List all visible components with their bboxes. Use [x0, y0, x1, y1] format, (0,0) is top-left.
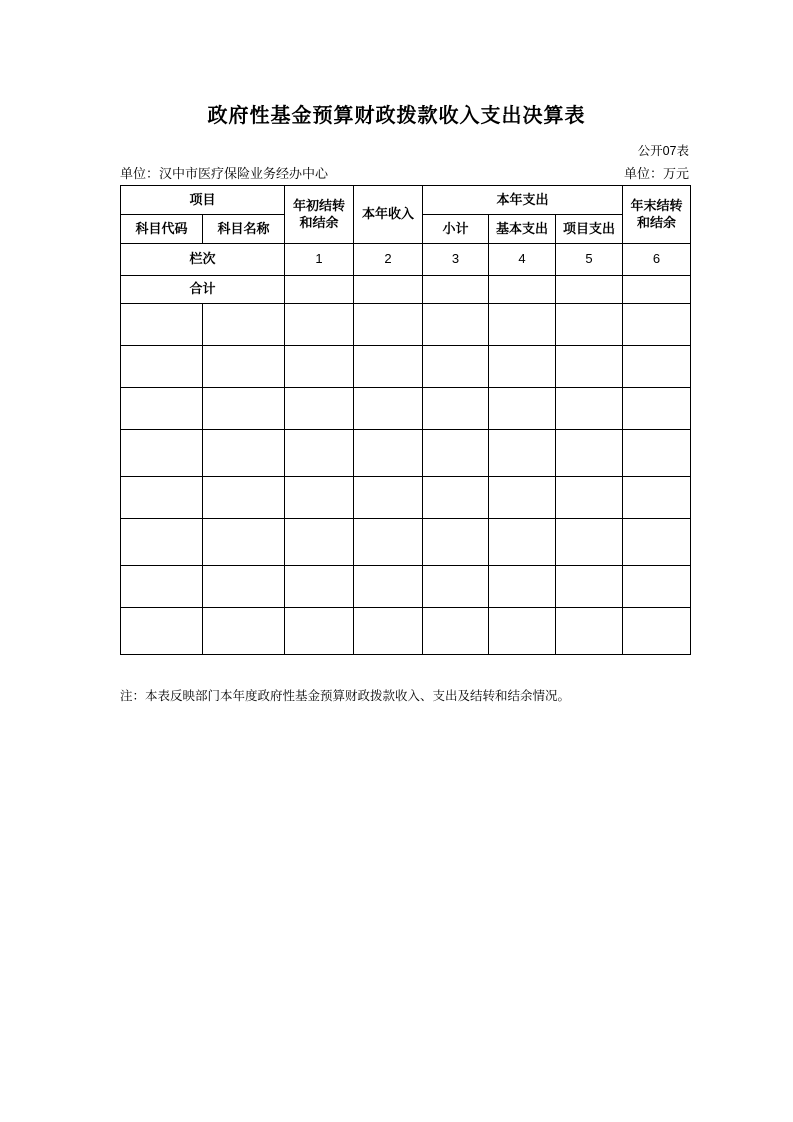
cell-name [203, 346, 285, 388]
cell-value-3 [423, 304, 489, 346]
header-year-expense: 本年支出 [423, 186, 623, 215]
lane-number-6: 6 [623, 244, 691, 276]
cell-value-5 [556, 608, 623, 655]
cell-value-2 [354, 304, 423, 346]
cell-value-4 [489, 304, 556, 346]
cell-value-3 [423, 608, 489, 655]
lane-number-2: 2 [354, 244, 423, 276]
lane-number-4: 4 [489, 244, 556, 276]
cell-code [121, 346, 203, 388]
header-end-balance [623, 186, 691, 244]
cell-value-4 [489, 566, 556, 608]
cell-code [121, 608, 203, 655]
cell-value-6 [623, 430, 691, 477]
cell-value-1 [285, 566, 354, 608]
cell-value-5 [556, 430, 623, 477]
cell-value-6 [623, 346, 691, 388]
total-value-1 [285, 276, 354, 304]
cell-code [121, 477, 203, 519]
cell-value-6 [623, 566, 691, 608]
cell-code [121, 519, 203, 566]
cell-value-4 [489, 430, 556, 477]
cell-value-2 [354, 608, 423, 655]
table-row [121, 566, 691, 608]
cell-value-3 [423, 519, 489, 566]
cell-value-2 [354, 519, 423, 566]
cell-value-5 [556, 566, 623, 608]
cell-value-4 [489, 388, 556, 430]
total-value-3 [423, 276, 489, 304]
cell-value-1 [285, 388, 354, 430]
header-end-balance-line1: 年末结转 [630, 198, 683, 214]
cell-name [203, 566, 285, 608]
table-header-row-1 [121, 186, 691, 215]
cell-value-1 [285, 430, 354, 477]
form-code-label: 公开07表 [637, 144, 689, 158]
cell-value-5 [556, 477, 623, 519]
cell-value-4 [489, 519, 556, 566]
cell-value-6 [623, 477, 691, 519]
cell-value-3 [423, 346, 489, 388]
cell-value-6 [623, 304, 691, 346]
cell-value-6 [623, 388, 691, 430]
lane-number-3: 3 [423, 244, 489, 276]
total-value-4 [489, 276, 556, 304]
lane-number-5: 5 [556, 244, 623, 276]
header-project: 项目 [121, 186, 285, 215]
cell-name [203, 388, 285, 430]
lane-number-1: 1 [285, 244, 354, 276]
cell-name [203, 519, 285, 566]
cell-name [203, 304, 285, 346]
cell-value-3 [423, 388, 489, 430]
cell-value-5 [556, 304, 623, 346]
table-lane-row [121, 244, 691, 276]
cell-value-3 [423, 477, 489, 519]
cell-value-4 [489, 608, 556, 655]
page-title: 政府性基金预算财政拨款收入支出决算表 [207, 105, 586, 127]
currency-unit-label: 单位：万元 [623, 166, 689, 181]
cell-value-2 [354, 477, 423, 519]
total-label: 合计 [121, 276, 285, 304]
unit-name-label: 单位：汉中市医疗保险业务经办中心 [120, 166, 329, 181]
table-row [121, 304, 691, 346]
cell-code [121, 430, 203, 477]
total-value-5 [556, 276, 623, 304]
cell-value-1 [285, 304, 354, 346]
header-subject-code: 科目代码 [121, 215, 203, 244]
header-basic-expense: 基本支出 [489, 215, 556, 244]
table-total-row [121, 276, 691, 304]
cell-name [203, 477, 285, 519]
table-row [121, 608, 691, 655]
header-begin-balance-line1: 年初结转 [293, 198, 346, 214]
table-note: 注：本表反映部门本年度政府性基金预算财政拨款收入、支出及结转和结余情况。 [120, 689, 571, 703]
cell-code [121, 388, 203, 430]
cell-name [203, 430, 285, 477]
cell-value-3 [423, 430, 489, 477]
cell-value-4 [489, 346, 556, 388]
cell-value-5 [556, 388, 623, 430]
table-row [121, 430, 691, 477]
cell-code [121, 566, 203, 608]
header-year-income: 本年收入 [354, 186, 423, 244]
cell-value-1 [285, 608, 354, 655]
header-begin-balance-line2: 和结余 [299, 214, 339, 230]
cell-code [121, 304, 203, 346]
total-value-2 [354, 276, 423, 304]
budget-table [120, 185, 691, 655]
cell-value-1 [285, 519, 354, 566]
cell-value-2 [354, 430, 423, 477]
table-row [121, 477, 691, 519]
header-begin-balance [285, 186, 354, 244]
cell-value-3 [423, 566, 489, 608]
lane-label: 栏次 [121, 244, 285, 276]
cell-value-6 [623, 608, 691, 655]
table-row [121, 346, 691, 388]
cell-name [203, 608, 285, 655]
header-end-balance-line2: 和结余 [637, 214, 677, 230]
cell-value-2 [354, 566, 423, 608]
cell-value-1 [285, 477, 354, 519]
header-subtotal: 小计 [423, 215, 489, 244]
cell-value-6 [623, 519, 691, 566]
header-project-expense: 项目支出 [556, 215, 623, 244]
table-row [121, 388, 691, 430]
cell-value-5 [556, 519, 623, 566]
cell-value-2 [354, 388, 423, 430]
table-row [121, 519, 691, 566]
total-value-6 [623, 276, 691, 304]
cell-value-2 [354, 346, 423, 388]
cell-value-4 [489, 477, 556, 519]
header-subject-name: 科目名称 [203, 215, 285, 244]
cell-value-5 [556, 346, 623, 388]
cell-value-1 [285, 346, 354, 388]
